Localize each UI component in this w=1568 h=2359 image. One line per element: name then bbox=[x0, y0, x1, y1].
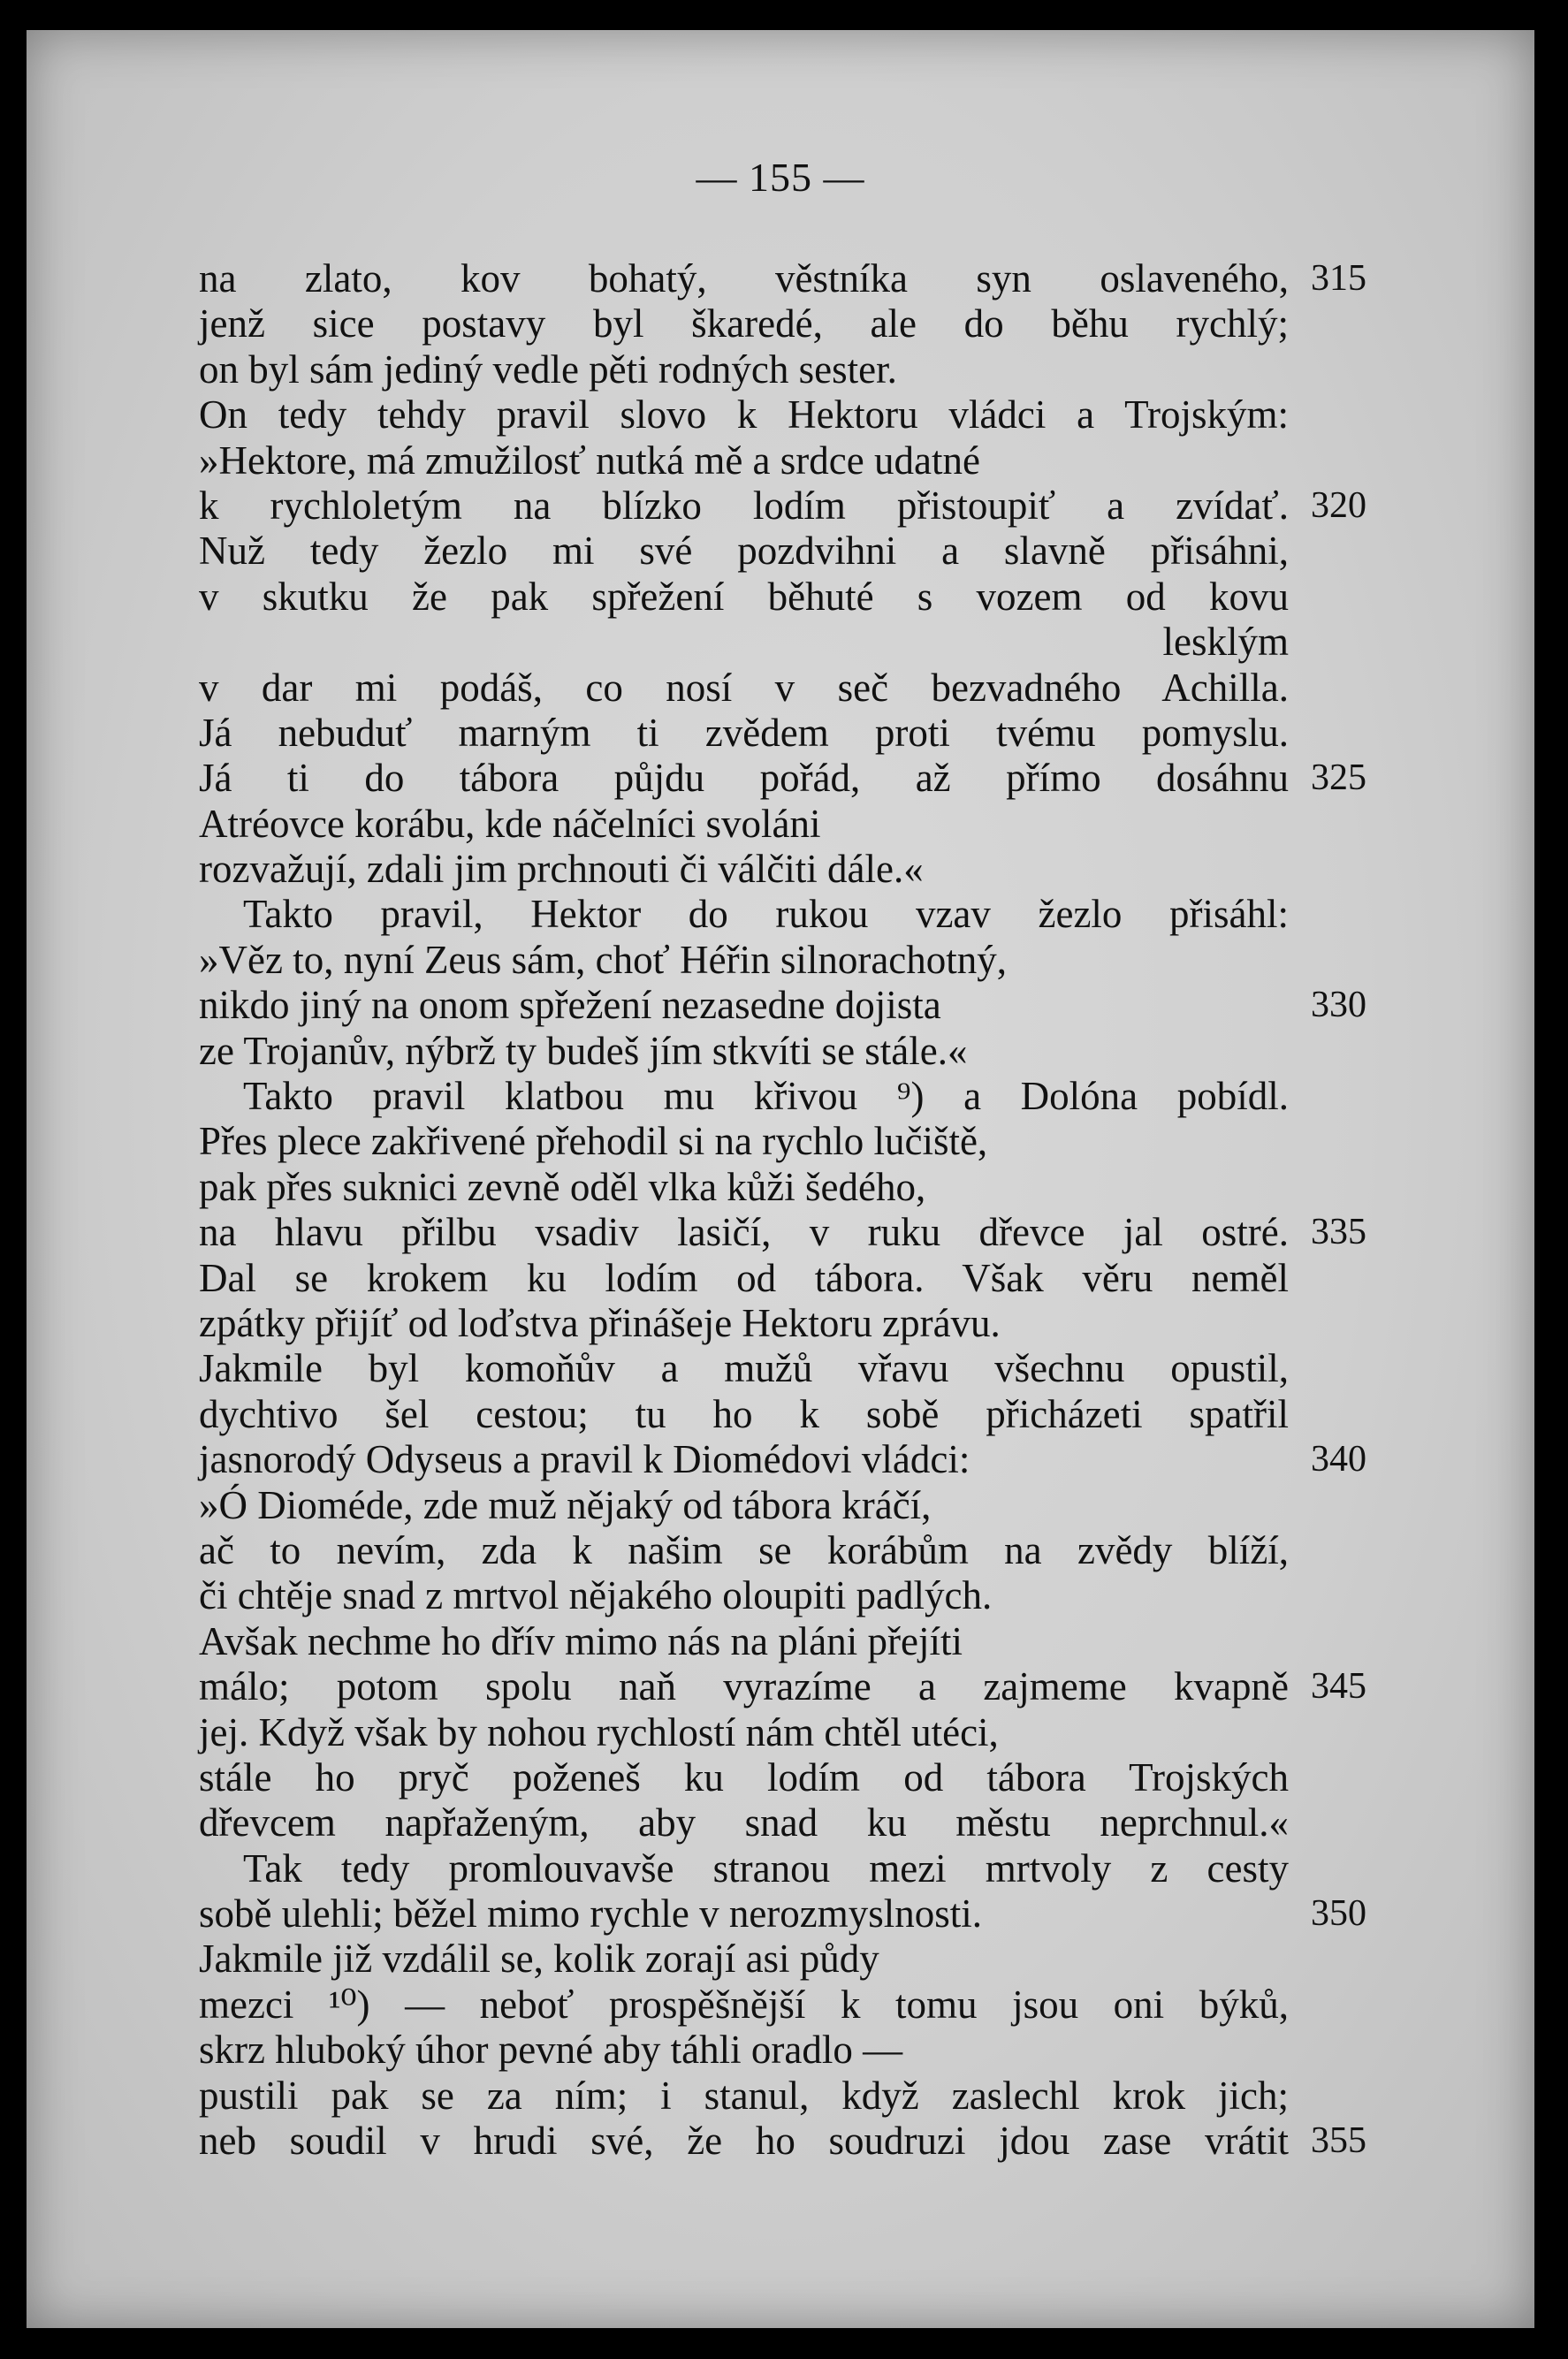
line-number: 335 bbox=[1311, 1212, 1366, 1253]
verse-line bbox=[199, 847, 1383, 892]
line-number: 350 bbox=[1311, 1893, 1366, 1935]
verse-line bbox=[199, 892, 1383, 937]
verse-line-text: nikdo jiný na onom spřežení nezasedne dojista bbox=[199, 983, 941, 1028]
verse-line bbox=[199, 529, 1383, 574]
verse-line-text: Takto pravil klatbou mu křivou ⁹) a Dolóna pobídl. bbox=[243, 1074, 1289, 1119]
verse-line-text: lesklým bbox=[1162, 620, 1289, 665]
verse-line-text: Já nebuduť marným ti zvědem proti tvému pomyslu. bbox=[199, 710, 1289, 755]
verse-line bbox=[199, 438, 1383, 483]
verse-line bbox=[199, 1755, 1383, 1800]
verse-line-text: jej. Když však by nohou rychlostí nám chtěl utéci, bbox=[199, 1709, 999, 1754]
verse-line-text: stále ho pryč poženeš ku lodím od tábora Trojských bbox=[199, 1754, 1289, 1800]
verse-line bbox=[199, 1891, 1383, 1937]
verse-line-text: málo; potom spolu naň vyrazíme a zajmeme kvapně bbox=[199, 1664, 1289, 1709]
verse-line bbox=[199, 620, 1383, 665]
verse-line-text: Takto pravil, Hektor do rukou vzav žezlo přisáhl: bbox=[243, 892, 1289, 937]
verse-line-text: Nuž tedy žezlo mi své pozdvihni a slavně přisáhni, bbox=[199, 529, 1289, 574]
verse-line-text: mezci ¹⁰) — neboť prospěšnější k tomu jsou oni býků, bbox=[199, 1982, 1289, 2027]
line-number: 345 bbox=[1311, 1666, 1366, 1708]
verse-line-text: on byl sám jediný vedle pěti rodných sester. bbox=[199, 346, 897, 392]
line-number: 325 bbox=[1311, 757, 1366, 799]
verse-line bbox=[199, 256, 1383, 301]
verse-line bbox=[199, 756, 1383, 801]
verse-line-text: pustili pak se za ním; i stanul, když zaslechl krok jich; bbox=[199, 2073, 1289, 2118]
verse-line bbox=[199, 2119, 1383, 2164]
verse-line-text: Přes plece zakřivené přehodil si na rychlo lučiště, bbox=[199, 1119, 988, 1164]
line-number: 355 bbox=[1311, 2120, 1366, 2162]
verse-line-text: v skutku že pak spřežení běhuté s vozem od kovu bbox=[199, 574, 1289, 619]
verse-line-text: ze Trojanův, nýbrž ty budeš jím stkvíti se stále.« bbox=[199, 1028, 968, 1073]
verse-line bbox=[199, 1982, 1383, 2028]
verse-text bbox=[199, 256, 1383, 2164]
verse-line bbox=[199, 483, 1383, 529]
verse-line bbox=[199, 1256, 1383, 1301]
verse-line-text: skrz hluboký úhor pevné aby táhli oradlo — bbox=[199, 2028, 903, 2073]
verse-line bbox=[199, 1119, 1383, 1164]
verse-line-text: »Věz to, nyní Zeus sám, choť Héřin silnorachotný, bbox=[199, 937, 1008, 982]
verse-line-text: rozvažují, zdali jim prchnouti či válčiti dále.« bbox=[199, 847, 924, 892]
verse-line bbox=[199, 1074, 1383, 1119]
verse-line-text: On tedy tehdy pravil slovo k Hektoru vládci a Trojským: bbox=[199, 392, 1289, 438]
verse-line bbox=[199, 1346, 1383, 1391]
line-number: 330 bbox=[1311, 985, 1366, 1026]
verse-line bbox=[199, 1710, 1383, 1755]
verse-line-text: pak přes suknici zevně oděl vlka kůži šedého, bbox=[199, 1164, 926, 1209]
verse-line bbox=[199, 1528, 1383, 1573]
line-number: 320 bbox=[1311, 484, 1366, 526]
verse-line bbox=[199, 1846, 1383, 1891]
verse-line bbox=[199, 1301, 1383, 1346]
verse-line-text: na hlavu přilbu vsadiv lasičí, v ruku dřevce jal ostré. bbox=[199, 1210, 1289, 1255]
verse-line-text: jenž sice postavy byl škaredé, ale do běhu rychlý; bbox=[199, 301, 1289, 346]
verse-line bbox=[199, 2074, 1383, 2119]
book-page bbox=[27, 30, 1534, 2328]
verse-line bbox=[199, 347, 1383, 392]
verse-line-text: k rychloletým na blízko lodím přistoupiť a zvídať. bbox=[199, 483, 1289, 528]
verse-line bbox=[199, 983, 1383, 1028]
verse-line bbox=[199, 575, 1383, 620]
verse-line-text: Tak tedy promlouvavše stranou mezi mrtvoly z cesty bbox=[243, 1845, 1289, 1891]
verse-line bbox=[199, 2028, 1383, 2073]
verse-line bbox=[199, 392, 1383, 438]
verse-line bbox=[199, 1664, 1383, 1709]
verse-line-text: ač to nevím, zda k našim se korábům na zvědy blíží, bbox=[199, 1527, 1289, 1572]
verse-line-text: dřevcem napřaženým, aby snad ku městu neprchnul.« bbox=[199, 1800, 1289, 1845]
verse-line-text: Jakmile byl komoňův a mužů vřavu všechnu opustil, bbox=[199, 1346, 1289, 1391]
verse-line bbox=[199, 1392, 1383, 1437]
verse-line-text: Avšak nechme ho dřív mimo nás na pláni přejíti bbox=[199, 1618, 963, 1663]
verse-line bbox=[199, 1029, 1383, 1074]
verse-line-text: zpátky přijíť od loďstva přinášeje Hektoru zprávu. bbox=[199, 1300, 1001, 1345]
verse-line bbox=[199, 1210, 1383, 1255]
verse-line bbox=[199, 1483, 1383, 1528]
verse-line bbox=[199, 1165, 1383, 1210]
verse-line bbox=[199, 1800, 1383, 1845]
verse-line bbox=[199, 301, 1383, 346]
verse-line-text: na zlato, kov bohatý, věstníka syn oslaveného, bbox=[199, 256, 1289, 301]
verse-line-text: »Ó Dioméde, zde muž nějaký od tábora kráčí, bbox=[199, 1482, 932, 1527]
verse-line bbox=[199, 802, 1383, 847]
verse-line bbox=[199, 666, 1383, 711]
verse-line-text: Atréovce korábu, kde náčelníci svoláni bbox=[199, 801, 821, 846]
verse-line-text: sobě ulehli; běžel mimo rychle v nerozmyslnosti. bbox=[199, 1891, 983, 1937]
verse-line-text: dychtivo šel cestou; tu ho k sobě přicházeti spatřil bbox=[199, 1391, 1289, 1436]
verse-line-text: »Hektore, má zmužilosť nutká mě a srdce udatné bbox=[199, 438, 980, 483]
verse-line-text: neb soudil v hrudi své, že ho soudruzi jdou zase vrátit bbox=[199, 2119, 1289, 2164]
verse-line-text: jasnorodý Odyseus a pravil k Diomédovi vládci: bbox=[199, 1437, 970, 1482]
verse-line bbox=[199, 1437, 1383, 1482]
verse-line bbox=[199, 1619, 1383, 1664]
verse-line bbox=[199, 711, 1383, 756]
verse-line-text: Já ti do tábora půjdu pořád, až přímo dosáhnu bbox=[199, 756, 1289, 801]
verse-line-text: v dar mi podáš, co nosí v seč bezvadného Achilla. bbox=[199, 665, 1289, 710]
verse-line bbox=[199, 1937, 1383, 1982]
verse-line bbox=[199, 938, 1383, 983]
line-number: 340 bbox=[1311, 1439, 1366, 1480]
verse-line bbox=[199, 1573, 1383, 1618]
verse-line-text: Jakmile již vzdálil se, kolik zorají asi půdy bbox=[199, 1937, 879, 1982]
verse-line-text: či chtěje snad z mrtvol nějakého oloupiti padlých. bbox=[199, 1573, 993, 1618]
verse-line-text: Dal se krokem ku lodím od tábora. Však věru neměl bbox=[199, 1255, 1289, 1300]
line-number: 315 bbox=[1311, 258, 1366, 299]
page-number: — 155 — bbox=[696, 155, 865, 200]
